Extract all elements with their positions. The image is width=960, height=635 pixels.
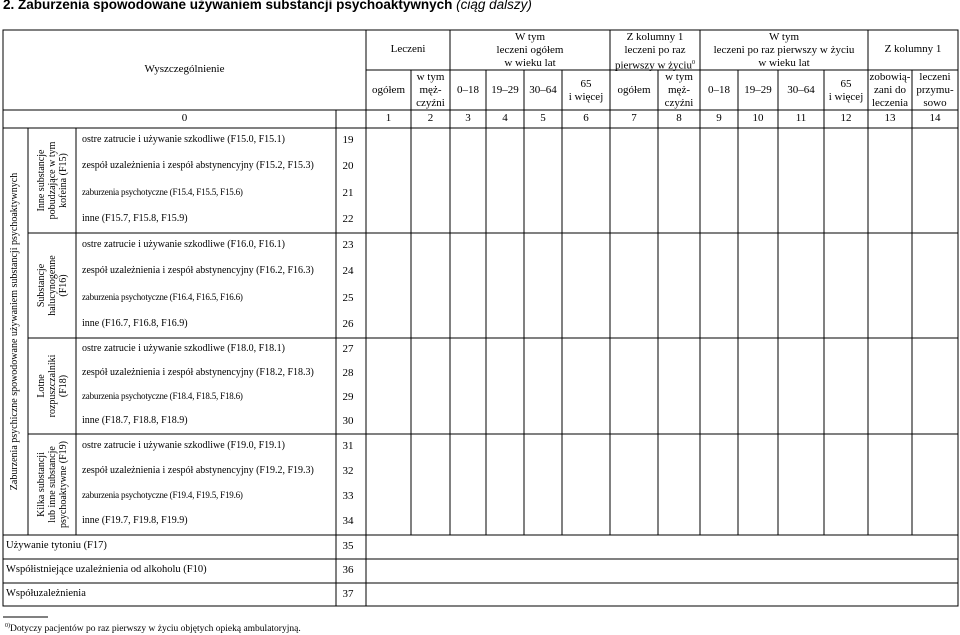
side-group-f18 bbox=[36, 338, 69, 434]
col-number-10: 10 bbox=[752, 112, 764, 124]
header-line: 65 bbox=[580, 78, 592, 90]
row-number: 29 bbox=[342, 391, 354, 403]
title-main: 2. Zaburzenia spowodowane używaniem substancji psychoaktywnych bbox=[3, 0, 453, 12]
header-zobowiazani bbox=[868, 71, 912, 110]
side-line: halucynogenne bbox=[47, 255, 58, 316]
header-age-30-64-2: 30–64 bbox=[787, 84, 815, 96]
row-label: zaburzenia psychotyczne (F16.4, F16.5, F16.6) bbox=[82, 291, 243, 302]
header-age-65 bbox=[562, 78, 610, 104]
col-number-3: 3 bbox=[465, 112, 471, 124]
header-line: i więcej bbox=[568, 91, 604, 103]
footnote-ref: 0 bbox=[691, 60, 695, 66]
row-number: 24 bbox=[342, 265, 354, 278]
row-label: inne (F19.7, F19.8, F19.9) bbox=[82, 515, 188, 527]
col-number-9: 9 bbox=[716, 112, 722, 124]
col-number-11: 11 bbox=[795, 112, 807, 124]
row-label: ostre zatrucie i używanie szkodliwe (F19.0, F19.1) bbox=[82, 439, 286, 451]
header-line: i więcej bbox=[828, 91, 864, 103]
col-number-4: 4 bbox=[502, 112, 508, 124]
header-line: leczeni po raz bbox=[624, 44, 686, 56]
side-line: (F18) bbox=[58, 374, 69, 398]
row-label: inne (F16.7, F16.8, F16.9) bbox=[82, 317, 188, 329]
side-line: rozpuszczalniki bbox=[47, 354, 58, 418]
side-group-f16 bbox=[36, 233, 69, 338]
row-number: 23 bbox=[342, 239, 354, 252]
header-line: W tym bbox=[768, 31, 800, 43]
row-label: zespół uzależnienia i zespół abstynencyjny (F15.2, F15.3) bbox=[82, 160, 314, 172]
row-label: zaburzenia psychotyczne (F19.4, F19.5, F19.6) bbox=[82, 490, 243, 501]
row-number: 22 bbox=[342, 212, 354, 225]
row-number: 26 bbox=[342, 317, 354, 330]
header-line: leczeni po raz pierwszy w życiu bbox=[713, 44, 855, 56]
header-line: męż- bbox=[419, 84, 442, 96]
row-label: zaburzenia psychotyczne (F18.4, F18.5, F18.6) bbox=[82, 391, 243, 401]
row-number: 28 bbox=[342, 367, 354, 379]
header-line: męż- bbox=[668, 84, 690, 96]
header-line: przymu- bbox=[916, 84, 954, 96]
header-line: czyźni bbox=[664, 97, 694, 109]
row-number: 31 bbox=[342, 439, 354, 452]
footnote bbox=[5, 623, 301, 634]
row-label-tytoniu: Używanie tytoniu (F17) bbox=[6, 540, 107, 551]
side-line: Inne substancje bbox=[36, 149, 47, 212]
footnote-marker: 0) bbox=[5, 623, 10, 629]
row-label-wspoluzaleznienia: Współuzależnienia bbox=[6, 588, 86, 599]
row-label: ostre zatrucie i używanie szkodliwe (F16.0, F16.1) bbox=[82, 239, 286, 251]
side-line: Substancje bbox=[36, 263, 47, 308]
col-number-2: 2 bbox=[427, 112, 434, 124]
row-number: 34 bbox=[342, 515, 354, 528]
header-ogolem: ogółem bbox=[372, 84, 405, 96]
col-number-13: 13 bbox=[884, 112, 896, 124]
row-label: zespół uzależnienia i zespół abstynencyjny (F19.2, F19.3) bbox=[82, 464, 314, 476]
header-wtym-pierwszy-wiek bbox=[700, 31, 868, 70]
header-age-0-18: 0–18 bbox=[457, 84, 479, 96]
row-label-wspolistniejace: Współistniejące uzależnienia od alkoholu (F10) bbox=[6, 564, 207, 575]
side-line: (F16) bbox=[58, 274, 69, 297]
header-leczeni: Leczeni bbox=[390, 43, 426, 55]
side-line: Kilka substancji bbox=[36, 452, 47, 517]
side-group-f19 bbox=[36, 434, 69, 535]
header-line: leczeni bbox=[919, 71, 951, 83]
header-zkolumny1-pierwszy bbox=[610, 31, 700, 73]
side-line: kofeina (F15) bbox=[58, 153, 69, 208]
row-label: zespół uzależnienia i zespół abstynencyjny (F18.2, F18.3) bbox=[82, 367, 314, 378]
row-label: zespół uzależnienia i zespół abstynencyjny (F16.2, F16.3) bbox=[82, 265, 314, 277]
header-line: zani do bbox=[873, 84, 907, 96]
header-line-text: pierwszy w życiu bbox=[615, 59, 692, 72]
header-age-30-64: 30–64 bbox=[529, 84, 557, 96]
header-line: leczeni ogółem bbox=[496, 44, 564, 56]
row-number-37: 37 bbox=[342, 588, 354, 600]
row-number: 20 bbox=[342, 160, 354, 173]
header-line: w tym bbox=[665, 71, 693, 83]
header-line: W tym bbox=[514, 31, 546, 43]
col-number-1: 1 bbox=[385, 112, 392, 124]
col-number-8: 8 bbox=[676, 112, 682, 124]
header-line: leczenia bbox=[871, 97, 909, 109]
header-line: w wieku lat bbox=[758, 57, 810, 69]
header-age-19-29: 19–29 bbox=[491, 84, 519, 96]
side-line: lub inne substancje bbox=[47, 446, 58, 523]
header-line: 65 bbox=[840, 78, 852, 90]
col-number-0: 0 bbox=[181, 112, 188, 124]
row-label: inne (F15.7, F15.8, F15.9) bbox=[82, 212, 188, 224]
row-number: 19 bbox=[342, 134, 354, 147]
row-number: 25 bbox=[342, 291, 354, 304]
header-line: sowo bbox=[923, 97, 947, 109]
row-number: 27 bbox=[342, 343, 354, 355]
col-number-14: 14 bbox=[929, 112, 941, 124]
header-line: w wieku lat bbox=[504, 57, 556, 69]
row-number: 30 bbox=[342, 415, 354, 427]
header-age-0-18-2: 0–18 bbox=[708, 84, 730, 96]
header-leczeni-przymusowo bbox=[912, 71, 958, 110]
row-number: 21 bbox=[342, 186, 354, 199]
side-group-f15 bbox=[36, 128, 69, 233]
header-wyszczegolnienie: Wyszczególnienie bbox=[144, 63, 225, 75]
header-age-65-2 bbox=[824, 78, 868, 104]
title-continued: (ciąg dalszy) bbox=[456, 0, 532, 12]
header-line: Z kolumny 1 bbox=[626, 31, 684, 43]
header-age-19-29-2: 19–29 bbox=[744, 84, 772, 96]
col-number-7: 7 bbox=[631, 112, 637, 124]
side-line: psychoaktywne (F19) bbox=[58, 441, 69, 528]
side-line: pobudzające w tym bbox=[47, 141, 58, 220]
row-label: inne (F18.7, F18.8, F18.9) bbox=[82, 415, 188, 426]
header-line: czyźni bbox=[416, 97, 445, 109]
row-label: ostre zatrucie i używanie szkodliwe (F18.0, F18.1) bbox=[82, 343, 286, 354]
row-number: 33 bbox=[342, 490, 354, 503]
header-wtym-mezczyzni bbox=[411, 71, 450, 110]
header-wtym-mezczyzni-2 bbox=[658, 71, 700, 110]
header-line: zobowią- bbox=[869, 71, 911, 83]
side-main-group-label: Zaburzenia psychiczne spowodowane używaniem substancji psychoaktywnych bbox=[9, 172, 20, 491]
header-line: w tym bbox=[416, 71, 445, 83]
header-wtym-leczeni-ogolem bbox=[450, 31, 610, 70]
row-number-35: 35 bbox=[342, 540, 354, 552]
col-number-12: 12 bbox=[840, 112, 852, 124]
footnote-text: Dotyczy pacjentów po raz pierwszy w życiu objętych opieką ambulatoryjną. bbox=[10, 624, 301, 635]
header-ogolem-2: ogółem bbox=[617, 84, 651, 96]
row-number-36: 36 bbox=[342, 564, 354, 576]
row-label: zaburzenia psychotyczne (F15.4, F15.5, F15.6) bbox=[82, 186, 243, 197]
col-number-5: 5 bbox=[540, 112, 546, 124]
header-zkolumny1: Z kolumny 1 bbox=[884, 43, 942, 55]
side-line: Lotne bbox=[36, 374, 47, 398]
row-label: ostre zatrucie i używanie szkodliwe (F15.0, F15.1) bbox=[82, 134, 286, 146]
row-number: 32 bbox=[342, 464, 354, 477]
col-number-6: 6 bbox=[583, 112, 589, 124]
